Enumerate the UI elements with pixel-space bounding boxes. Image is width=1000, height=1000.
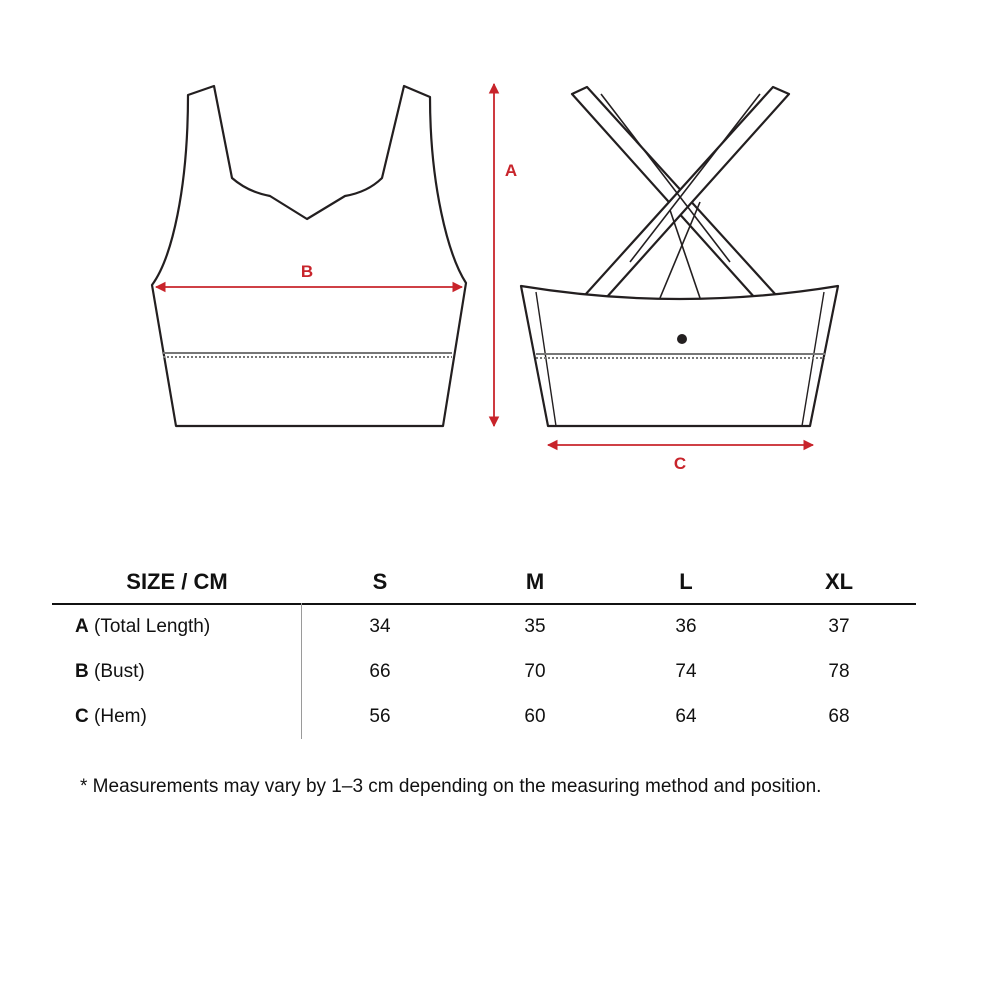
front-view	[152, 86, 466, 426]
cell-a-xl: 37	[828, 616, 850, 637]
cell-b-m: 70	[524, 661, 546, 682]
cell-b-s: 66	[369, 661, 391, 682]
size-table-header: SIZE / CM	[126, 569, 228, 594]
back-band-outline	[521, 286, 838, 426]
size-header-xl: XL	[824, 569, 854, 594]
row-label-a	[75, 616, 210, 638]
table-header-divider	[52, 603, 916, 605]
row-name-b: (Bust)	[94, 661, 145, 682]
row-label-c	[75, 706, 147, 728]
hem-label: C	[673, 454, 687, 473]
length-measure	[494, 84, 517, 426]
front-outline	[152, 86, 466, 426]
cell-c-s: 56	[369, 706, 391, 727]
length-label: A	[504, 161, 518, 180]
size-header-s: S	[372, 569, 388, 594]
row-code-a: A	[75, 616, 89, 637]
table-column-divider	[301, 603, 302, 739]
bust-label: B	[300, 262, 314, 281]
row-name-a: (Total Length)	[94, 616, 211, 637]
row-code-b: B	[75, 661, 89, 682]
measurement-note: * Measurements may vary by 1–3 cm depending on the measuring method and position.	[80, 776, 822, 797]
size-header-m: M	[525, 569, 545, 594]
cell-c-m: 60	[524, 706, 546, 727]
cell-c-l: 64	[675, 706, 697, 727]
row-name-c: (Hem)	[94, 706, 147, 727]
cell-b-l: 74	[675, 661, 697, 682]
size-header-l: L	[679, 569, 693, 594]
row-label-b	[75, 661, 145, 683]
logo-badge	[677, 334, 687, 344]
cell-b-xl: 78	[828, 661, 850, 682]
cell-a-s: 34	[369, 616, 391, 637]
cell-a-m: 35	[524, 616, 546, 637]
back-view	[521, 87, 838, 473]
row-code-c: C	[75, 706, 89, 727]
cell-a-l: 36	[675, 616, 697, 637]
cell-c-xl: 68	[828, 706, 850, 727]
